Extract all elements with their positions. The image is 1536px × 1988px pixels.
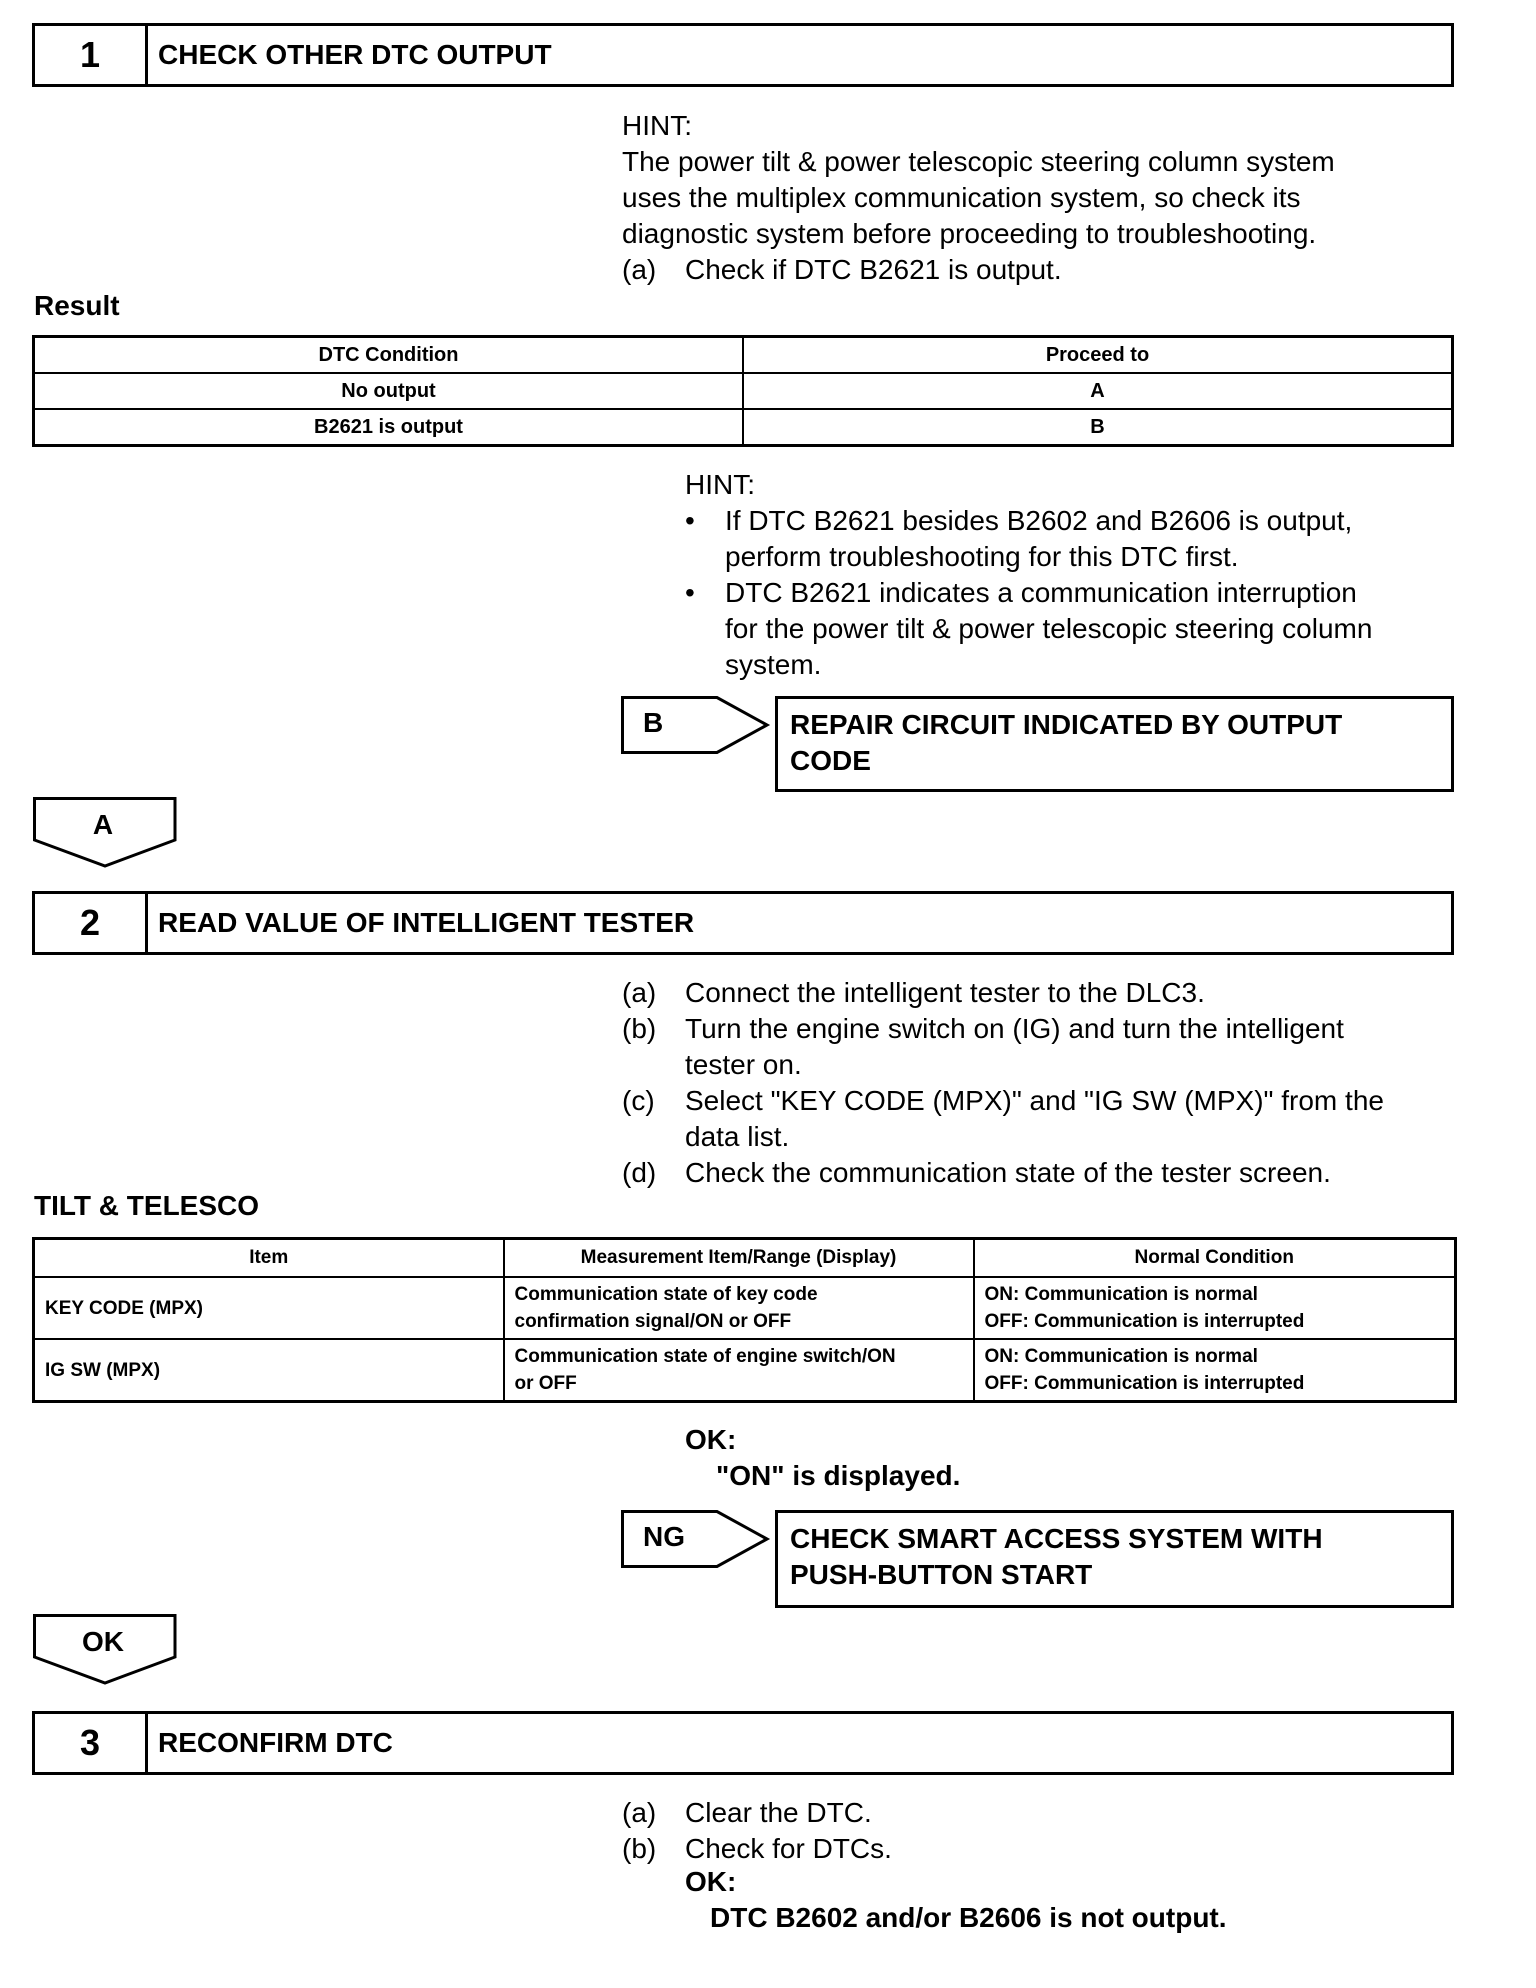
hint-line: diagnostic system before proceeding to troubleshooting.: [622, 218, 1317, 249]
column-header: Proceed to: [743, 337, 1453, 374]
cell-line: ON: Communication is normal: [984, 1284, 1258, 1305]
step-1-hint: [622, 108, 1335, 288]
result-label: Result: [34, 290, 120, 321]
bullet-line: If DTC B2621 besides B2602 and B2606 is output,: [725, 505, 1353, 536]
hint-line: The power tilt & power telescopic steering column system: [622, 146, 1335, 177]
step-1-header: [32, 23, 1454, 87]
ok-label: OK:: [685, 1866, 737, 1897]
hint-label: HINT:: [685, 469, 755, 500]
table-cell: [974, 1277, 1456, 1339]
table-row: [34, 1277, 1456, 1339]
table-row: [34, 409, 1453, 446]
hint-line: uses the multiplex communication system, so check its: [622, 182, 1301, 213]
step-text: Connect the intelligent tester to the DLC3.: [685, 977, 1205, 1008]
ok-label: OK:: [685, 1424, 737, 1455]
down-arrow-a: [33, 797, 178, 869]
step-title: RECONFIRM DTC: [158, 1727, 393, 1758]
bullet-line: for the power tilt & power telescopic steering column: [725, 613, 1373, 644]
step-label: (a): [622, 1797, 657, 1828]
step-3-instructions: [622, 1795, 892, 1867]
step-text: Turn the engine switch on (IG) and turn the intelligent: [685, 1013, 1344, 1044]
step-number: 2: [35, 894, 148, 952]
table-cell: [504, 1339, 974, 1402]
cell-line: confirmation signal/ON or OFF: [514, 1311, 792, 1332]
column-header: Item: [34, 1239, 504, 1278]
table-cell: A: [743, 373, 1453, 409]
column-header: Measurement Item/Range (Display): [504, 1239, 974, 1278]
bullet-icon: •: [685, 577, 695, 608]
down-arrow-ok: [33, 1614, 178, 1686]
step-label: (b): [622, 1833, 657, 1864]
step-label: (b): [622, 1013, 657, 1044]
step-label: (c): [622, 1085, 655, 1116]
step-text: Clear the DTC.: [685, 1797, 872, 1828]
down-label: A: [92, 809, 114, 840]
branch-arrow-ng: [621, 1510, 771, 1568]
step-label: (a): [622, 977, 657, 1008]
table-cell: [504, 1277, 974, 1339]
table-cell: KEY CODE (MPX): [34, 1277, 504, 1339]
step-text: Check for DTCs.: [685, 1833, 892, 1864]
step-text: tester on.: [685, 1049, 802, 1080]
table-cell: B: [743, 409, 1453, 446]
step-text: data list.: [685, 1121, 790, 1152]
step-1-hint-2: [685, 467, 1372, 683]
bullet-line: perform troubleshooting for this DTC first.: [725, 541, 1239, 572]
cell-line: ON: Communication is normal: [984, 1346, 1258, 1367]
cell-line: OFF: Communication is interrupted: [984, 1311, 1305, 1332]
branch-result-line: CODE: [790, 745, 871, 776]
bullet-line: system.: [725, 649, 822, 680]
table-cell: IG SW (MPX): [34, 1339, 504, 1402]
cell-line: OFF: Communication is interrupted: [984, 1373, 1305, 1394]
ok-text: DTC B2602 and/or B2606 is not output.: [710, 1902, 1227, 1933]
bullet-line: DTC B2621 indicates a communication interruption: [725, 577, 1357, 608]
table-row: [34, 373, 1453, 409]
step-text: Select "KEY CODE (MPX)" and "IG SW (MPX)" from the: [685, 1085, 1384, 1116]
branch-result-line: CHECK SMART ACCESS SYSTEM WITH: [790, 1523, 1323, 1554]
column-header: Normal Condition: [974, 1239, 1456, 1278]
branch-label: NG: [643, 1521, 685, 1552]
branch-result-line: PUSH-BUTTON START: [790, 1559, 1093, 1590]
step-label: (d): [622, 1157, 657, 1188]
cell-line: or OFF: [514, 1373, 577, 1394]
table-row: [34, 1339, 1456, 1402]
step-2-header: [32, 891, 1454, 955]
column-header: DTC Condition: [34, 337, 744, 374]
step-text: Check if DTC B2621 is output.: [685, 254, 1062, 285]
step-number: 3: [35, 1714, 148, 1772]
branch-label: B: [643, 707, 664, 738]
cell-line: Communication state of key code: [514, 1284, 818, 1305]
branch-result-line: REPAIR CIRCUIT INDICATED BY OUTPUT: [790, 709, 1343, 740]
ok-text: "ON" is displayed.: [716, 1460, 961, 1491]
step-3-header: [32, 1711, 1454, 1775]
bullet-icon: •: [685, 505, 695, 536]
step-title: CHECK OTHER DTC OUTPUT: [158, 39, 552, 70]
table-cell: B2621 is output: [34, 409, 744, 446]
step-title: READ VALUE OF INTELLIGENT TESTER: [158, 907, 695, 938]
branch-arrow-b: [621, 696, 771, 754]
step-label: (a): [622, 254, 657, 285]
step-number: 1: [35, 26, 148, 84]
data-list-table: [32, 1237, 1457, 1403]
table-cell: No output: [34, 373, 744, 409]
result-table: [32, 335, 1454, 447]
step-text: Check the communication state of the tester screen.: [685, 1157, 1331, 1188]
branch-result-box: [775, 1510, 1454, 1608]
table-cell: [974, 1339, 1456, 1402]
table-section-label: TILT & TELESCO: [34, 1190, 260, 1221]
step-2-instructions: [622, 975, 1384, 1191]
down-label: OK: [82, 1626, 124, 1657]
cell-line: Communication state of engine switch/ON: [514, 1346, 896, 1367]
hint-label: HINT:: [622, 110, 692, 141]
branch-result-box: [775, 696, 1454, 792]
